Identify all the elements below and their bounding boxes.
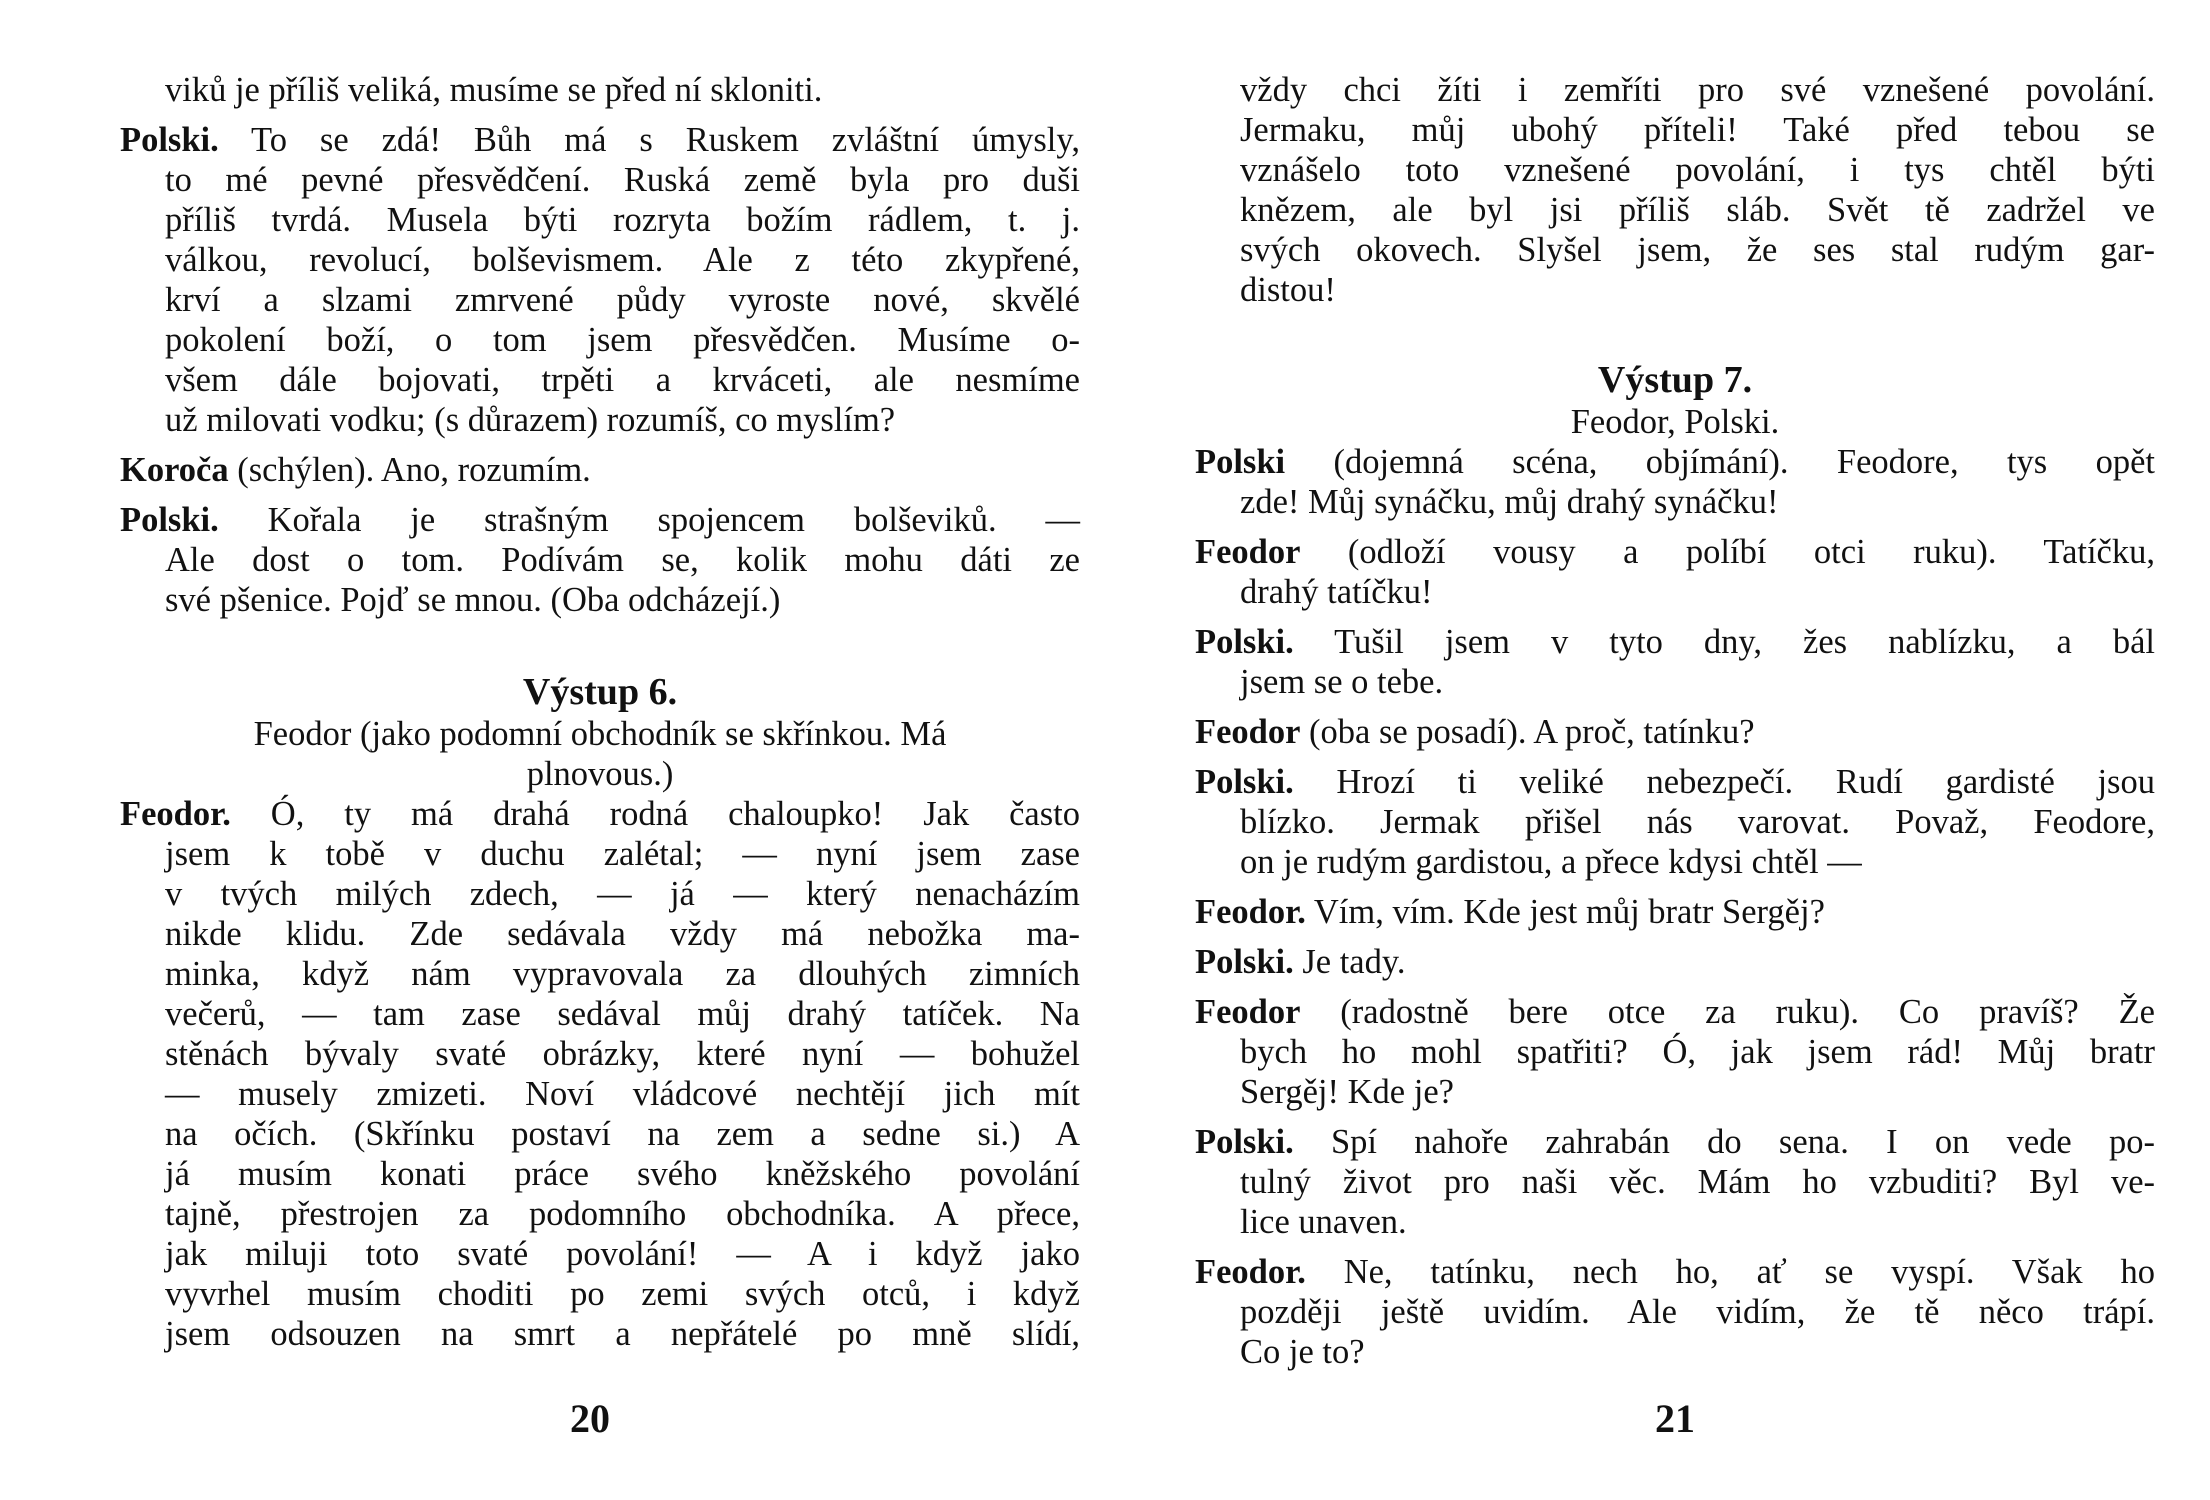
text-line xyxy=(120,1234,1080,1274)
stage-direction: Feodor (jako podomní obchodník se skřínkou. Má xyxy=(253,715,947,753)
text-line xyxy=(1195,1202,2155,1242)
text-line xyxy=(120,1194,1080,1234)
line-text: vznášelo toto vznešené povolání, i tys chtěl býti xyxy=(1240,151,2155,189)
line-text: distou! xyxy=(1240,271,1336,309)
speaker-name: Feodor. xyxy=(1195,893,1306,931)
text-line xyxy=(120,160,1080,200)
text-line xyxy=(120,1274,1080,1314)
line-text: tulný život pro naši věc. Mám ho vzbuditi? Byl ve- xyxy=(1240,1163,2155,1201)
line-text: krví a slzami zmrvené půdy vyroste nové, skvělé xyxy=(165,281,1080,319)
scene-heading: Výstup 7. xyxy=(1597,359,1753,401)
speaker-name: Koroča xyxy=(120,451,229,489)
text-line xyxy=(120,400,1080,440)
page-number: 21 xyxy=(1655,1396,1695,1441)
speaker-name: Feodor. xyxy=(1195,1253,1306,1291)
line-text: jsem se o tebe. xyxy=(1240,663,1444,701)
text-line xyxy=(1195,1252,2155,1292)
line-text: drahý tatíčku! xyxy=(1240,573,1433,611)
page-number: 20 xyxy=(570,1396,610,1441)
text-line xyxy=(1195,70,2155,110)
line-text: Ó, ty má drahá rodná chaloupko! Jak často xyxy=(230,795,1080,833)
text-line xyxy=(120,540,1080,580)
line-text: Tušil jsem v tyto dny, žes nablízku, a bál xyxy=(1293,623,2155,661)
text-line xyxy=(120,580,1080,620)
line-text: vyvrhel musím choditi po zemi svých otců, i když xyxy=(165,1275,1080,1313)
line-text: stěnách bývaly svaté obrázky, které nyní — bohužel xyxy=(165,1035,1080,1073)
line-text: později ještě uvidím. Ale vidím, že tě něco trápí. xyxy=(1240,1293,2155,1331)
speaker-name: Feodor. xyxy=(120,795,231,833)
scene-heading: Výstup 6. xyxy=(522,671,678,713)
text-line xyxy=(120,500,1080,540)
text-line xyxy=(1195,1072,2155,1112)
text-line xyxy=(120,450,1080,490)
text-line xyxy=(120,1314,1080,1354)
text-line xyxy=(1195,842,2155,882)
text-line xyxy=(1195,622,2155,662)
text-line xyxy=(1195,712,2155,752)
line-text: To se zdá! Bůh má s Ruskem zvláštní úmysly, xyxy=(218,121,1080,159)
speaker-name: Polski xyxy=(1195,443,1286,481)
line-text: večerů, — tam zase sedával můj drahý tatíček. Na xyxy=(165,995,1080,1033)
text-line xyxy=(1195,1122,2155,1162)
line-text: jsem odsouzen na smrt a nepřátelé po mně slídí, xyxy=(165,1315,1080,1353)
speaker-name: Polski. xyxy=(1195,763,1294,801)
line-text: své pšenice. Pojď se mnou. (Oba odcházejí.) xyxy=(165,581,781,619)
line-text: bych ho mohl spatřiti? Ó, jak jsem rád! Můj bratr xyxy=(1240,1033,2155,1071)
text-line xyxy=(1195,230,2155,270)
text-line xyxy=(1195,150,2155,190)
line-text: (oba se posadí). A proč, tatínku? xyxy=(1300,713,1755,751)
text-line xyxy=(120,794,1080,834)
text-line xyxy=(1195,572,2155,612)
text-line xyxy=(1195,1292,2155,1332)
line-text: Ne, tatínku, nech ho, ať se vyspí. Však ho xyxy=(1305,1253,2155,1291)
line-text: viků je příliš veliká, musíme se před ní skloniti. xyxy=(165,71,823,109)
line-text: blízko. Jermak přišel nás varovat. Považ, Feodore, xyxy=(1240,803,2155,841)
right-text-before xyxy=(1195,70,2155,310)
speaker-name: Feodor xyxy=(1195,993,1301,1031)
line-text: Ale dost o tom. Podívám se, kolik mohu dáti ze xyxy=(165,541,1080,579)
line-text: tajně, přestrojen za podomního obchodníka. A přece, xyxy=(165,1195,1080,1233)
line-text: zde! Můj synáčku, můj drahý synáčku! xyxy=(1240,483,1779,521)
line-text: válkou, revolucí, bolševismem. Ale z této zkypřené, xyxy=(165,241,1080,279)
line-text: všem dále bojovati, trpěti a krváceti, ale nesmíme xyxy=(165,361,1080,399)
text-line xyxy=(120,834,1080,874)
text-line xyxy=(1195,270,2155,310)
text-line xyxy=(1195,942,2155,982)
text-line xyxy=(120,360,1080,400)
line-text: Vím, vím. Kde jest můj bratr Sergěj? xyxy=(1305,893,1825,931)
stage-direction: Feodor, Polski. xyxy=(1570,403,1780,441)
line-text: v tvých milých zdech, — já — který nenacházím xyxy=(165,875,1080,913)
text-line xyxy=(120,320,1080,360)
text-line xyxy=(120,120,1080,160)
left-text-after xyxy=(120,794,1080,1354)
text-line xyxy=(1195,442,2155,482)
text-line xyxy=(1195,662,2155,702)
line-text: příliš tvrdá. Musela býti rozryta božím rádlem, t. j. xyxy=(165,201,1080,239)
line-text: Kořala je strašným spojencem bolševiků. — xyxy=(218,501,1080,539)
text-line xyxy=(120,70,1080,110)
line-text: jak miluji toto svaté povolání! — A i když jako xyxy=(165,1235,1080,1273)
line-text: (dojemná scéna, objímání). Feodore, tys opět xyxy=(1285,443,2155,481)
line-text: na očích. (Skřínku postaví na zem a sedne si.) A xyxy=(165,1115,1080,1153)
line-text: on je rudým gardistou, a přece kdysi chtěl — xyxy=(1240,843,1862,881)
text-line xyxy=(1195,762,2155,802)
text-line xyxy=(1195,802,2155,842)
line-text: (radostně bere otce za ruku). Co pravíš? Že xyxy=(1300,993,2155,1031)
text-line xyxy=(120,874,1080,914)
line-text: vždy chci žíti i zemříti pro své vznešené povolání. xyxy=(1240,71,2155,109)
speaker-name: Feodor xyxy=(1195,713,1301,751)
line-text: Co je to? xyxy=(1240,1333,1365,1371)
line-text: knězem, ale byl jsi příliš sláb. Svět tě zadržel ve xyxy=(1240,191,2155,229)
right-page xyxy=(1195,70,2155,1470)
text-line xyxy=(120,280,1080,320)
line-text: minka, když nám vypravovala za dlouhých zimních xyxy=(165,955,1080,993)
text-line xyxy=(1195,1032,2155,1072)
text-line xyxy=(1195,992,2155,1032)
text-line xyxy=(120,1114,1080,1154)
text-line xyxy=(120,1154,1080,1194)
line-text: svých okovech. Slyšel jsem, že ses stal rudým gar- xyxy=(1240,231,2155,269)
line-text: Jermaku, můj ubohý příteli! Také před tebou se xyxy=(1240,111,2155,149)
speaker-name: Polski. xyxy=(1195,1123,1294,1161)
text-line xyxy=(120,914,1080,954)
line-text: já musím konati práce svého kněžského povolání xyxy=(165,1155,1080,1193)
line-text: — musely zmizeti. Noví vládcové nechtějí jich mít xyxy=(165,1075,1080,1113)
right-text-after xyxy=(1195,442,2155,1372)
line-text: už milovati vodku; (s důrazem) rozumíš, co myslím? xyxy=(165,401,896,439)
line-text: Je tady. xyxy=(1293,943,1406,981)
speaker-name: Polski. xyxy=(120,501,219,539)
speaker-name: Polski. xyxy=(1195,943,1294,981)
text-line xyxy=(1195,190,2155,230)
line-text: (odloží vousy a políbí otci ruku). Tatíčku, xyxy=(1300,533,2155,571)
text-line xyxy=(1195,110,2155,150)
text-line xyxy=(1195,892,2155,932)
text-line xyxy=(120,1074,1080,1114)
line-text: pokolení boží, o tom jsem přesvědčen. Musíme o- xyxy=(165,321,1080,359)
text-line xyxy=(120,954,1080,994)
text-line xyxy=(1195,482,2155,522)
line-text: nikde klidu. Zde sedávala vždy má nebožka ma- xyxy=(165,915,1080,953)
line-text: to mé pevné přesvědčení. Ruská země byla pro duši xyxy=(165,161,1080,199)
left-text-before xyxy=(120,70,1080,620)
line-text: (schýlen). Ano, rozumím. xyxy=(228,451,591,489)
speaker-name: Feodor xyxy=(1195,533,1301,571)
left-page xyxy=(120,70,1080,1470)
line-text: Spí nahoře zahrabán do sena. I on vede po- xyxy=(1293,1123,2155,1161)
text-line xyxy=(120,1034,1080,1074)
stage-direction: plnovous.) xyxy=(526,755,674,793)
text-line xyxy=(120,240,1080,280)
text-line xyxy=(1195,1162,2155,1202)
line-text: jsem k tobě v duchu zalétal; — nyní jsem zase xyxy=(165,835,1080,873)
line-text: Sergěj! Kde je? xyxy=(1240,1073,1454,1111)
text-line xyxy=(120,994,1080,1034)
line-text: lice unaven. xyxy=(1240,1203,1407,1241)
text-line xyxy=(1195,532,2155,572)
text-line xyxy=(120,200,1080,240)
speaker-name: Polski. xyxy=(1195,623,1294,661)
text-line xyxy=(1195,1332,2155,1372)
line-text: Hrozí ti veliké nebezpečí. Rudí gardisté jsou xyxy=(1293,763,2155,801)
speaker-name: Polski. xyxy=(120,121,219,159)
